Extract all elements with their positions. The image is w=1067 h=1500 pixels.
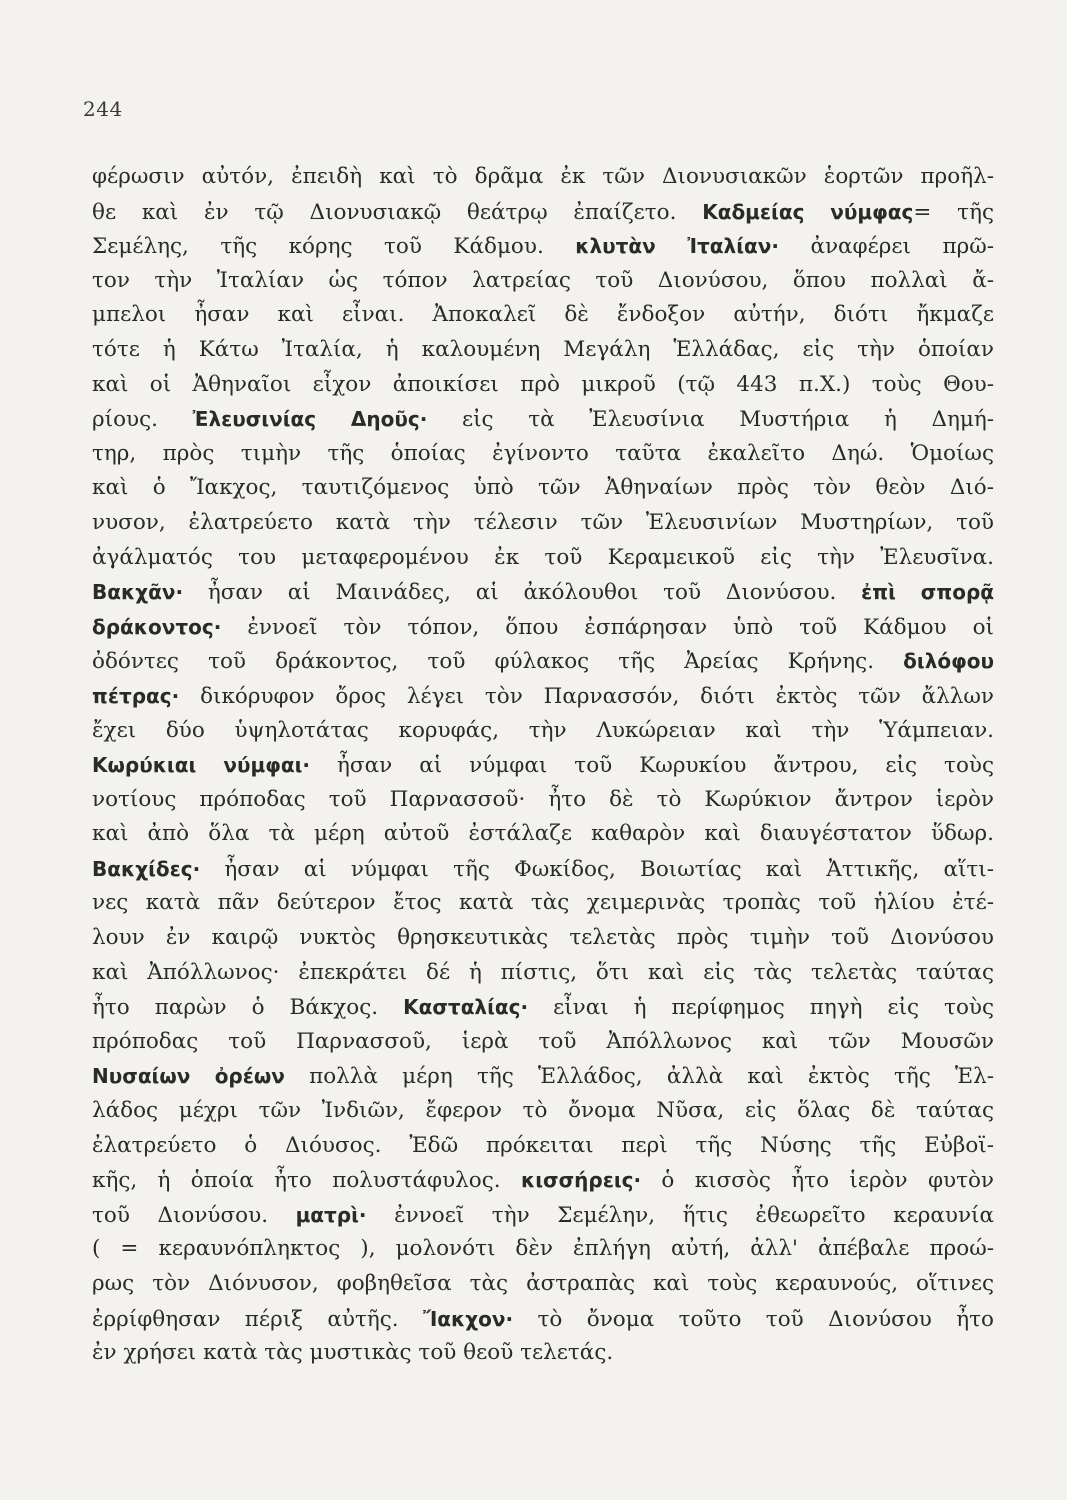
text-line [92,610,994,645]
text-line [92,264,994,299]
text-line [92,956,994,991]
text-run: θε καὶ ἐν τῷ Διονυσιακῷ θεάτρῳ ἐπαίζετο. [92,199,703,225]
text-run: ( = κεραυνόπληκτος ), μολονότι δὲν ἐπλήγη αὐτή, ἀλλ' ἀπέβαλε προώ- [92,1236,994,1262]
text-line [92,644,994,679]
text-line [92,1059,994,1094]
text-run: τὸ ὄνομα τοῦτο τοῦ Διονύσου ἦτο [513,1306,994,1332]
text-line [92,1025,994,1060]
text-line [92,575,994,610]
text-line [92,1094,994,1129]
text-run: ἀγάλματός του μεταφερομένου ἐκ τοῦ Κεραμεικοῦ εἰς τὴν Ἐλευσῖνα. [92,544,994,570]
text-line [92,748,994,783]
lemma-term: δράκοντος· [92,614,222,639]
lemma-term: Ἐλευσινίας Δηοῦς· [192,407,428,432]
text-run: Σεμέλης, τῆς κόρης τοῦ Κάδμου. [92,234,576,260]
text-line [92,333,994,368]
lemma-term: Κασταλίας· [403,995,529,1020]
text-run: ὁ κισσὸς ἦτο ἱερὸν φυτὸν [641,1168,994,1194]
lemma-term: Βακχίδες· [92,856,201,881]
text-run: λουν ἐν καιρῷ νυκτὸς θρησκευτικὰς τελετὰς πρὸς τιμὴν τοῦ Διονύσου [92,925,994,951]
text-run: πρόποδας τοῦ Παρνασσοῦ, ἱερὰ τοῦ Ἀπόλλωνος καὶ τῶν Μουσῶν [92,1028,994,1054]
page-number: 244 [83,97,123,121]
text-run: νυσον, ἐλατρεύετο κατὰ τὴν τέλεσιν τῶν Ἐλευσινίων Μυστηρίων, τοῦ [92,509,994,535]
text-run: τον τὴν Ἰταλίαν ὡς τόπον λατρείας τοῦ Διονύσου, ὅπου πολλαὶ ἄ- [92,267,994,293]
text-run: φέρωσιν αὐτόν, ἐπειδὴ καὶ τὸ δρᾶμα ἐκ τῶν Διονυσιακῶν ἑορτῶν προῆλ- [92,164,994,189]
text-line [92,229,994,264]
commentary-text [92,160,994,1371]
text-run: μπελοι ἦσαν καὶ εἶναι. Ἀποκαλεῖ δὲ ἔνδοξον αὐτήν, διότι ἤκμαζε [92,302,994,328]
text-line [92,679,994,714]
text-run: ἀναφέρει πρῶ- [778,234,994,260]
text-line [92,1198,994,1233]
text-line [92,471,994,506]
text-run: ἐρρίφθησαν πέριξ αὐτῆς. [92,1306,424,1332]
text-run: ρίους. [92,407,193,433]
lemma-term: Βακχᾶν· [92,580,184,605]
text-line [92,160,994,195]
text-run: καὶ ὁ Ἴακχος, ταυτιζόμενος ὑπὸ τῶν Ἀθηναίων πρὸς τὸν θεὸν Διό- [92,475,994,501]
text-line [92,990,994,1025]
lemma-term: Κωρύκιαι νύμφαι· [92,753,311,778]
lemma-term: κλυτὰν Ἰταλίαν· [575,234,779,259]
text-run: ἐν χρήσει κατὰ τὰς μυστικὰς τοῦ θεοῦ τελετάς. [92,1340,614,1366]
text-run: καὶ ἀπὸ ὅλα τὰ μέρη αὐτοῦ ἐστάλαζε καθαρὸν καὶ διαυγέστατον ὕδωρ. [92,821,994,847]
text-line [92,1267,994,1302]
text-run: = τῆς [913,199,994,225]
text-line [92,714,994,749]
text-line [92,541,994,576]
text-line [92,368,994,403]
text-line [92,1163,994,1198]
text-run: ἦτο παρὼν ὁ Βάκχος. [92,995,404,1021]
text-run: καὶ Ἀπόλλωνος· ἐπεκράτει δέ ἡ πίστις, ὅτι καὶ εἰς τὰς τελετὰς ταύτας [92,959,994,985]
text-run: ρως τὸν Διόνυσον, φοβηθεῖσα τὰς ἀστραπὰς καὶ τοὺς κεραυνούς, οἵτινες [92,1271,994,1296]
text-line [92,298,994,333]
text-run: τηρ, πρὸς τιμὴν τῆς ὁποίας ἐγίνοντο ταῦτα ἐκαλεῖτο Δηώ. Ὁμοίως [92,440,994,466]
text-run: νοτίους πρόποδας τοῦ Παρνασσοῦ· ἦτο δὲ τὸ Κωρύκιον ἄντρον ἱερὸν [92,786,994,812]
text-line [92,783,994,818]
lemma-term: Νυσαίων ὀρέων [92,1064,285,1089]
text-line [92,817,994,852]
lemma-term: κισσήρεις· [520,1168,642,1193]
text-line [92,852,994,887]
text-line [92,921,994,956]
text-line [92,1232,994,1267]
lemma-term: διλόφου [903,649,994,674]
text-run: ἐννοεῖ τὴν Σεμέλην, ἥτις ἐθεωρεῖτο κεραυνία [366,1202,994,1228]
text-run: δικόρυφον ὄρος λέγει τὸν Παρνασσόν, διότι ἐκτὸς τῶν ἄλλων [179,683,994,709]
text-run: ἦσαν αἱ νύμφαι τοῦ Κωρυκίου ἄντρου, εἰς τοὺς [310,753,994,779]
text-line [92,1336,994,1371]
text-run: ἐννοεῖ τὸν τόπον, ὅπου ἐσπάρησαν ὑπὸ τοῦ Κάδμου οἱ [221,614,994,640]
text-line [92,886,994,921]
text-run: ἐλατρεύετο ὁ Διόυσος. Ἐδῶ πρόκειται περὶ τῆς Νύσης τῆς Εὐβοϊ- [92,1132,994,1158]
text-line [92,506,994,541]
text-run: ἔχει δύο ὑψηλοτάτας κορυφάς, τὴν Λυκώρειαν καὶ τὴν Ὑάμπειαν. [92,717,994,743]
text-run: νες κατὰ πᾶν δεύτερον ἔτος κατὰ τὰς χειμερινὰς τροπὰς τοῦ ἡλίου ἐτέ- [92,890,994,916]
text-line [92,437,994,472]
text-line [92,402,994,437]
lemma-term: ἐπὶ σπορᾷ [861,580,994,605]
lemma-term: Ἴακχον· [423,1306,514,1331]
text-line [92,1302,994,1337]
text-run: ὀδόντες τοῦ δράκοντος, τοῦ φύλακος τῆς Ἀρείας Κρήνης. [92,649,904,675]
text-line [92,195,994,230]
text-run: ἦσαν αἱ Μαινάδες, αἱ ἀκόλουθοι τοῦ Διονύσου. [183,580,862,606]
text-run: καὶ οἱ Ἀθηναῖοι εἶχον ἀποικίσει πρὸ μικροῦ (τῷ 443 π.Χ.) τοὺς Θου- [92,371,994,397]
text-run: κῆς, ἡ ὁποία ἦτο πολυστάφυλος. [92,1168,521,1194]
lemma-term: ματρὶ· [295,1202,367,1227]
text-run: ἦσαν αἱ νύμφαι τῆς Φωκίδος, Βοιωτίας καὶ Ἀττικῆς, αἵτι- [200,856,994,882]
text-line [92,1129,994,1164]
lemma-term: πέτρας· [92,683,180,708]
text-run: εἰς τὰ Ἐλευσίνια Μυστήρια ἡ Δημή- [427,407,994,433]
text-run: τότε ἡ Κάτω Ἰταλία, ἡ καλουμένη Μεγάλη Ἑλλάδας, εἰς τὴν ὁποίαν [92,336,994,362]
text-run: πολλὰ μέρη τῆς Ἑλλάδος, ἀλλὰ καὶ ἐκτὸς τῆς Ἑλ- [284,1064,994,1090]
lemma-term: Καδμείας νύμφας [702,199,914,224]
text-run: εἶναι ἡ περίφημος πηγὴ εἰς τοὺς [528,995,994,1021]
text-run: τοῦ Διονύσου. [92,1202,296,1228]
text-run: λάδος μέχρι τῶν Ἰνδιῶν, ἔφερον τὸ ὄνομα Νῦσα, εἰς ὅλας δὲ ταύτας [92,1098,994,1124]
